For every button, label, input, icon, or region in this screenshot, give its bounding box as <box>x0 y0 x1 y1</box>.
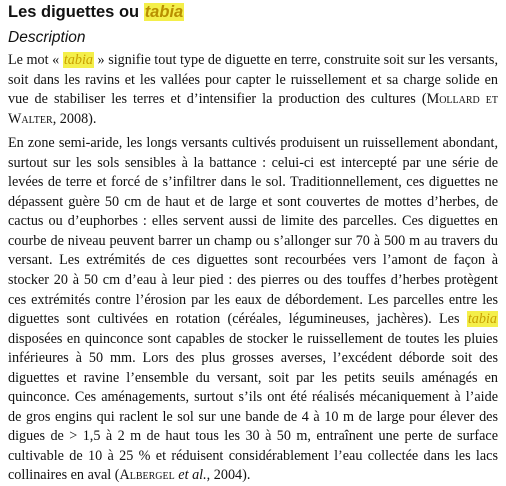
subsection-heading: Description <box>8 29 86 46</box>
paragraph-text: » signifie tout type de diguette en terre, construite soit sur les versants, soit dans les ravins et les vallées pour capter le ruissellement et sa charge solide en vue de stabiliser les terres et d’intensifier la production des cultures ( <box>8 52 498 108</box>
citation-author: Albergel <box>119 467 175 484</box>
citation-author: Mollard et Walter <box>8 91 498 127</box>
citation-etal: et al. <box>174 467 207 484</box>
highlighted-term: tabia <box>144 3 184 21</box>
highlighted-term: tabia <box>467 311 497 328</box>
paragraph-description <box>8 134 498 486</box>
highlighted-term: tabia <box>63 52 93 68</box>
paragraph-text: Le mot « <box>8 52 63 68</box>
paragraph-text: En zone semi-aride, les longs versants cultivés produisent un ruissellement abondant, surtout sur les sols sensibles à la battance : celui-ci est intercepté par une série de levées de terre et forcé de s’infiltrer dans le sol. Traditionnellement, ces diguettes ne dépassent guère 50 cm de haut et de large et sont couvertes de mottes d’herbes, de cactus ou d’euphorbes : elles servent aussi de limite des parcelles. Ces diguettes en courbe de niveau peuvent barrer un champ ou s’allonger sur 70 à 500 m au travers du versant. Les extrémités de ces diguettes sont recourbées vers l’amont de façon à stocker 20 à 50 cm d’eau à leur pied : des pierres ou des touffes d’herbes protègent ces extrémités contre l’érosion par les eaux de débordement. Les parcelles entre les diguettes sont cultivées en rotation (céréales, légumineuses, jachères). Les <box>8 135 498 328</box>
heading-text: Les diguettes ou <box>8 3 144 21</box>
section-heading <box>8 2 498 22</box>
paragraph-text: disposées en quinconce sont capables de stocker le ruissellement de toutes les pluies inférieures à 50 mm. Lors des plus grosses averses, l’excédent déborde soit des diguettes et ravine l’ensemble du versant, soit par les petits seuils aménagés en quinconce. Ces aménagements, surtout s’ils ont été réalisés mécaniquement à l’aide de gros engins qui raclent le sol sur une bande de 4 à 10 m de large pour élever des digues de > 1,5 à 2 m de haut tous les 30 à 50 m, entraînent une perte de surface cultivable de 10 à 25 % et réduisent considérablement l’eau collectée dans les lacs collinaires en aval ( <box>8 330 498 484</box>
paragraph-definition <box>8 51 498 129</box>
citation-year: , 2004). <box>206 467 251 484</box>
document-page <box>8 2 498 486</box>
citation-year: , 2008). <box>52 110 97 127</box>
